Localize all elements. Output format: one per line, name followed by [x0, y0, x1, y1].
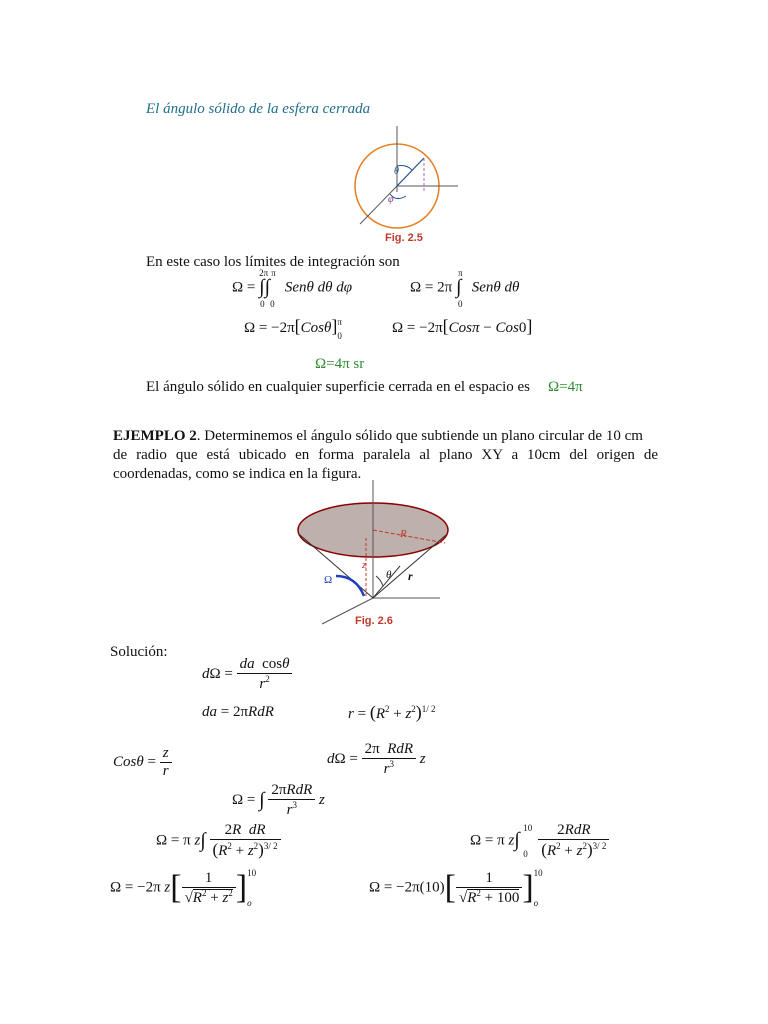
equation-omega-eval-numeric: Ω = −2π(10)[ $\frac{1}{√R^2 + 100}$ ] 10 o	[369, 868, 543, 908]
equation-3: Ω = −2π[Cosθ] π 0	[244, 316, 342, 341]
r-label: r	[408, 569, 413, 583]
z-label: z	[362, 559, 367, 571]
section-title: El ángulo sólido de la esfera cerrada	[146, 101, 371, 117]
equation-1: Ω = 2π π ∫∫ 0 0 Senθ dθ dφ	[232, 268, 353, 309]
equation-4: Ω = −2π[Cosπ − Cos0]	[392, 316, 533, 336]
theta-label: θ	[386, 569, 392, 581]
equation-r: $r = (R^2 + z^2)^{1/ 2}$	[348, 702, 436, 722]
closing-text: El ángulo sólido en cualquier superficie cerrada en el espacio es	[146, 379, 531, 395]
example-line-2: de radio que está ubicado en forma paralela al plano XY a 10cm del origen de	[113, 447, 658, 463]
cone-figure	[290, 480, 460, 630]
example-heading: EJEMPLO 2	[113, 428, 197, 444]
theta-arc	[376, 576, 383, 586]
example-line-1: EJEMPLO 2. Determinemos el ángulo sólido que subtiende un plano circular de 10 cm	[113, 428, 643, 444]
equation-dOmega: dΩ = $\frac{\text{2π RdR}}{r^3}$ z	[327, 741, 426, 777]
equation-dOmega-def: dΩ = $\frac{\text{da cosθ}}{r^2}$	[202, 656, 292, 693]
closing-result: Ω=4π	[548, 379, 583, 395]
limits-text: En este caso los límites de integración son	[146, 254, 400, 270]
radius-vector	[397, 158, 424, 186]
theta-label: θ	[394, 166, 399, 177]
phi-label: φ	[388, 194, 394, 205]
result-4pi-sr: Ω=4π sr	[315, 356, 365, 372]
solution-label: Solución:	[110, 644, 168, 660]
equation-omega-integral: Ω = ∫ $\frac{\text{2πRdR}}{r^3}$ z	[232, 782, 325, 818]
equation-da: da = 2πRdR	[202, 704, 274, 720]
equation-cos-theta: Cosθ = $\frac{z}{r}$	[113, 745, 172, 780]
omega-arc	[336, 576, 364, 596]
fig-caption-2-5: Fig. 2.5	[385, 232, 423, 244]
example-line-3: coordenadas, como se indica en la figura.	[113, 466, 362, 482]
fig-caption-2-6: Fig. 2.6	[355, 615, 393, 627]
equation-omega-pi-z: Ω = π z∫ $\frac{\text{2R dR}}{(R^2 + z^2)^{3/ 2}}$	[156, 822, 281, 860]
theta-arc	[397, 166, 412, 171]
omega-label: Ω	[324, 574, 333, 586]
equation-omega-pi-z-bounds: Ω = π z ∫ 10 0 $\frac{\text{2RdR}}{(R^2 + z^2)^{3/ 2}}$	[470, 822, 609, 860]
x-axis	[360, 186, 397, 224]
R-label: R	[400, 528, 407, 540]
equation-2: Ω = 2π π ∫ 0 Senθ dθ	[410, 268, 520, 309]
equation-omega-eval: Ω = −2π z[ $\frac{1}{√R^2 + z^2}$ ] 10 o	[110, 868, 257, 908]
sphere-figure	[340, 122, 470, 234]
